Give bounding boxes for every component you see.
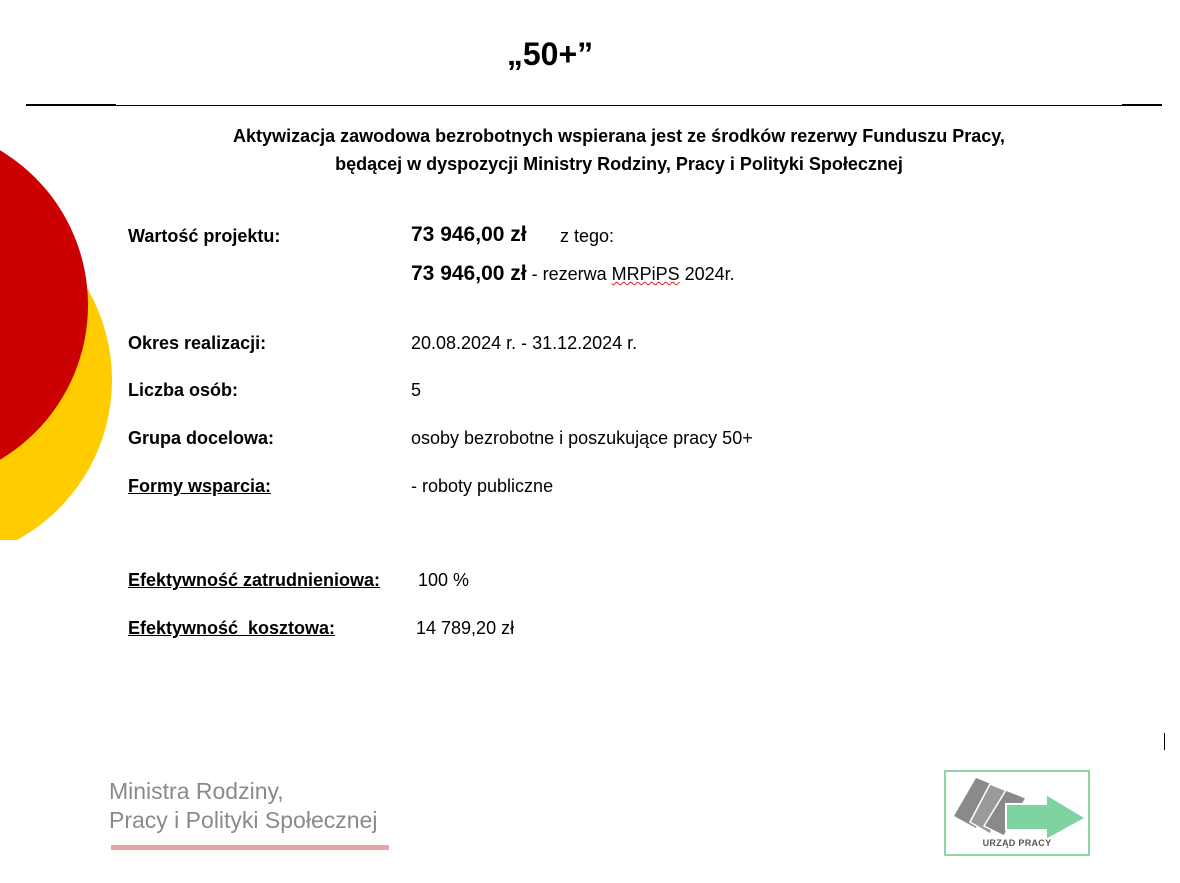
ministry-logo-line2: Pracy i Polityki Społecznej (109, 807, 378, 833)
project-value-label: Wartość projektu: (128, 226, 281, 246)
persons-label: Liczba osób: (128, 380, 239, 400)
funding-statement-line1: Aktywizacja zawodowa bezrobotnych wspierana jest ze środków rezerwy Funduszu Pracy, (233, 126, 1005, 146)
reserve-org: MRPiPS (611, 264, 680, 284)
top-rule-right (1122, 104, 1162, 106)
employment-efficiency-label: Efektywność zatrudnieniowa: (128, 570, 381, 590)
reserve-year: 2024r. (679, 264, 735, 284)
target-group-value: osoby bezrobotne i poszukujące pracy 50+ (411, 428, 753, 448)
funding-statement (120, 122, 1118, 178)
labour-office-logo-text: URZĄD PRACY (982, 838, 1052, 848)
text-cursor (1164, 733, 1165, 750)
ministry-logo-bar (111, 845, 389, 850)
top-rule (116, 105, 1122, 106)
period-label: Okres realizacji: (128, 333, 267, 353)
support-forms-value: - roboty publiczne (411, 476, 554, 496)
decorative-circles-graphic (0, 150, 120, 540)
support-forms-label: Formy wsparcia: (128, 476, 272, 496)
ministry-logo (109, 777, 377, 835)
project-value-suffix: z tego: (560, 226, 615, 246)
reserve-line (411, 262, 735, 286)
top-rule-left (26, 104, 116, 106)
reserve-prefix: - rezerwa (526, 264, 612, 284)
target-group-label: Grupa docelowa: (128, 428, 275, 448)
page-title: „50+” (506, 36, 594, 72)
cost-efficiency-value: 14 789,20 zł (416, 618, 515, 638)
reserve-amount: 73 946,00 zł (411, 262, 527, 285)
cost-efficiency-label: Efektywność kosztowa: (128, 618, 336, 638)
labour-office-logo (944, 770, 1090, 856)
project-value-amount: 73 946,00 zł (411, 223, 527, 246)
ministry-logo-line1: Ministra Rodziny, (109, 778, 284, 804)
labour-office-logo-graphic (946, 772, 1088, 838)
period-value: 20.08.2024 r. - 31.12.2024 r. (411, 333, 638, 353)
employment-efficiency-value: 100 % (418, 570, 470, 590)
persons-value: 5 (411, 380, 422, 400)
funding-statement-line2: będącej w dyspozycji Ministry Rodziny, Pracy i Polityki Społecznej (335, 154, 903, 174)
